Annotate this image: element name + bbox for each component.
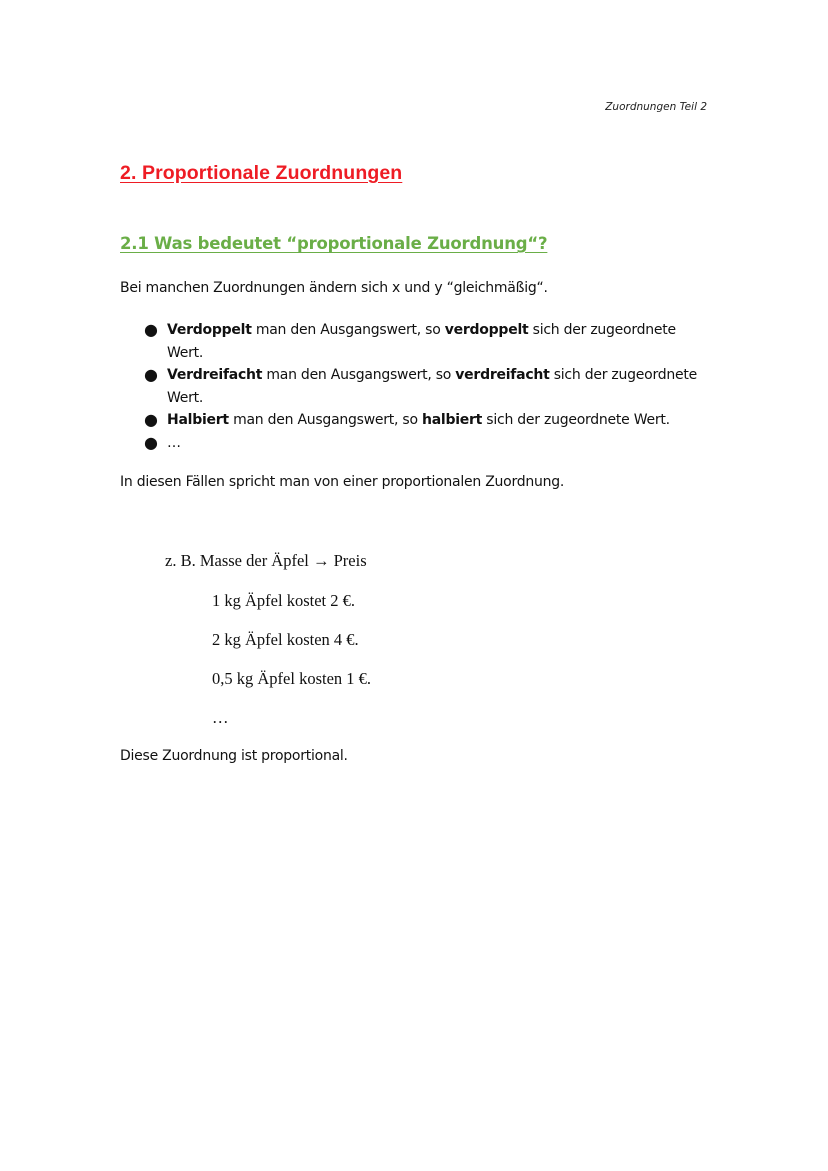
conclusion-paragraph: In diesen Fällen spricht man von einer proportionalen Zuordnung. xyxy=(120,474,565,490)
bullet-icon: ● xyxy=(144,432,158,452)
bold-term: Verdoppelt xyxy=(167,322,252,338)
example-line: 1 kg Äpfel kostet 2 €. xyxy=(212,591,355,610)
running-header: Zuordnungen Teil 2 xyxy=(605,101,707,113)
item-text: man den Ausgangswert, so xyxy=(251,322,445,338)
list-item xyxy=(144,319,712,364)
bold-term: halbiert xyxy=(421,412,483,428)
example-line: 2 kg Äpfel kosten 4 €. xyxy=(212,630,359,649)
section-title: 2. Proportionale Zuordnungen xyxy=(120,162,403,184)
bold-term: Halbiert xyxy=(167,412,229,428)
item-text: man den Ausgangswert, so xyxy=(262,367,456,383)
example-intro: z. B. Masse der Äpfel → Preis xyxy=(165,551,367,570)
bullet-icon: ● xyxy=(144,320,158,339)
list-item xyxy=(144,432,712,455)
bold-term: Verdreifacht xyxy=(167,367,263,383)
bold-term: verdoppelt xyxy=(444,322,529,338)
item-text: man den Ausgangswert, so xyxy=(228,412,422,428)
item-text: sich der zugeordnete Wert. xyxy=(167,367,697,406)
item-text: sich der zugeordnete Wert. xyxy=(167,322,676,361)
ellipsis-text: … xyxy=(167,434,181,451)
list-item xyxy=(144,409,712,432)
bullet-icon: ● xyxy=(144,410,158,429)
example-line: 0,5 kg Äpfel kosten 1 €. xyxy=(212,669,372,688)
bold-term: verdreifacht xyxy=(455,367,550,383)
example-line: … xyxy=(212,708,229,727)
subsection-title: 2.1 Was bedeutet “proportionale Zuordnung“? xyxy=(120,234,548,253)
item-text: sich der zugeordnete Wert. xyxy=(482,412,670,428)
rule-list xyxy=(144,319,712,454)
final-statement: Diese Zuordnung ist proportional. xyxy=(120,748,348,764)
list-item xyxy=(144,364,712,409)
bullet-icon: ● xyxy=(144,365,158,384)
intro-paragraph: Bei manchen Zuordnungen ändern sich x und y “gleichmäßig“. xyxy=(120,280,548,296)
